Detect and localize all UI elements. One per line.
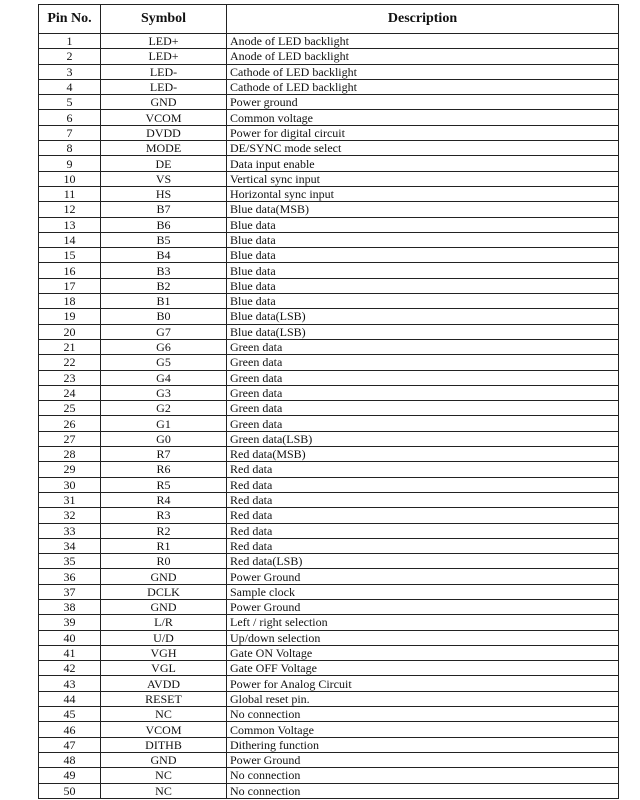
symbol-cell: LED- [101,79,227,94]
description-cell: Power for digital circuit [227,125,619,140]
description-cell: Green data(LSB) [227,431,619,446]
table-row [39,538,619,553]
symbol-cell: AVDD [101,676,227,691]
symbol-cell: R7 [101,447,227,462]
symbol-cell: G0 [101,431,227,446]
pin-number-cell: 40 [39,630,101,645]
description-cell: Gate OFF Voltage [227,661,619,676]
pin-number-cell: 45 [39,707,101,722]
table-row [39,202,619,217]
table-row [39,768,619,783]
pin-number-cell: 28 [39,447,101,462]
symbol-cell: R0 [101,554,227,569]
description-cell: Up/down selection [227,630,619,645]
table-row [39,217,619,232]
symbol-cell: B2 [101,278,227,293]
description-cell: Red data [227,523,619,538]
pin-number-cell: 4 [39,79,101,94]
description-cell: Global reset pin. [227,691,619,706]
description-cell: Power ground [227,95,619,110]
pin-number-cell: 2 [39,49,101,64]
pin-number-cell: 12 [39,202,101,217]
description-cell: Green data [227,370,619,385]
symbol-cell: G5 [101,355,227,370]
table-row [39,110,619,125]
symbol-cell: GND [101,599,227,614]
description-cell: No connection [227,707,619,722]
table-row [39,370,619,385]
pin-number-cell: 14 [39,232,101,247]
table-row [39,569,619,584]
description-cell: Green data [227,355,619,370]
symbol-cell: B5 [101,232,227,247]
symbol-cell: G4 [101,370,227,385]
table-row [39,141,619,156]
pin-number-cell: 7 [39,125,101,140]
symbol-cell: R5 [101,477,227,492]
table-row [39,615,619,630]
table-row [39,523,619,538]
pin-number-cell: 37 [39,584,101,599]
description-cell: Green data [227,416,619,431]
table-row [39,462,619,477]
symbol-cell: R1 [101,538,227,553]
symbol-cell: G6 [101,339,227,354]
pin-number-cell: 20 [39,324,101,339]
symbol-cell: B3 [101,263,227,278]
table-row [39,783,619,798]
description-cell: DE/SYNC mode select [227,141,619,156]
description-cell: Power Ground [227,569,619,584]
symbol-cell: R4 [101,492,227,507]
pin-number-cell: 19 [39,309,101,324]
pin-number-cell: 47 [39,737,101,752]
description-cell: No connection [227,768,619,783]
symbol-cell: L/R [101,615,227,630]
table-body [39,34,619,799]
description-cell: Red data [227,492,619,507]
description-cell: Blue data [227,294,619,309]
symbol-cell: DVDD [101,125,227,140]
table-row [39,186,619,201]
column-header-pin-no: Pin No. [39,5,101,34]
pin-number-cell: 22 [39,355,101,370]
description-cell: Cathode of LED backlight [227,64,619,79]
symbol-cell: LED+ [101,34,227,49]
description-cell: Blue data(LSB) [227,309,619,324]
table-row [39,64,619,79]
column-header-description: Description [227,5,619,34]
table-row [39,232,619,247]
symbol-cell: GND [101,752,227,767]
pin-number-cell: 27 [39,431,101,446]
symbol-cell: NC [101,783,227,798]
pin-number-cell: 34 [39,538,101,553]
description-cell: Anode of LED backlight [227,34,619,49]
table-row [39,278,619,293]
table-row [39,447,619,462]
header-row [39,5,619,34]
description-cell: Cathode of LED backlight [227,79,619,94]
table-row [39,95,619,110]
symbol-cell: GND [101,95,227,110]
symbol-cell: G2 [101,401,227,416]
pin-number-cell: 23 [39,370,101,385]
description-cell: Blue data(MSB) [227,202,619,217]
description-cell: Blue data [227,217,619,232]
symbol-cell: NC [101,707,227,722]
pin-number-cell: 29 [39,462,101,477]
pin-number-cell: 31 [39,492,101,507]
symbol-cell: VGH [101,645,227,660]
description-cell: Green data [227,401,619,416]
symbol-cell: HS [101,186,227,201]
pin-number-cell: 11 [39,186,101,201]
pin-assignment-table [38,4,619,799]
description-cell: Red data [227,538,619,553]
table-row [39,34,619,49]
table-row [39,661,619,676]
table-row [39,385,619,400]
description-cell: Blue data [227,248,619,263]
table-row [39,125,619,140]
pin-number-cell: 32 [39,508,101,523]
table-row [39,156,619,171]
symbol-cell: LED- [101,64,227,79]
description-cell: Power Ground [227,752,619,767]
description-cell: Blue data [227,278,619,293]
table-row [39,309,619,324]
table-row [39,554,619,569]
table-row [39,79,619,94]
table-row [39,431,619,446]
symbol-cell: G1 [101,416,227,431]
pin-number-cell: 49 [39,768,101,783]
symbol-cell: G3 [101,385,227,400]
symbol-cell: R6 [101,462,227,477]
description-cell: Horizontal sync input [227,186,619,201]
table-row [39,477,619,492]
symbol-cell: R2 [101,523,227,538]
pin-number-cell: 26 [39,416,101,431]
pin-number-cell: 33 [39,523,101,538]
description-cell: Red data [227,462,619,477]
symbol-cell: R3 [101,508,227,523]
table-row [39,401,619,416]
pin-number-cell: 18 [39,294,101,309]
table-row [39,294,619,309]
symbol-cell: B7 [101,202,227,217]
pin-number-cell: 15 [39,248,101,263]
table-row [39,263,619,278]
pin-number-cell: 46 [39,722,101,737]
description-cell: Gate ON Voltage [227,645,619,660]
pin-number-cell: 10 [39,171,101,186]
description-cell: Data input enable [227,156,619,171]
symbol-cell: DE [101,156,227,171]
pin-number-cell: 50 [39,783,101,798]
table-row [39,630,619,645]
pin-number-cell: 5 [39,95,101,110]
symbol-cell: DCLK [101,584,227,599]
pin-number-cell: 35 [39,554,101,569]
description-cell: Blue data(LSB) [227,324,619,339]
pin-number-cell: 38 [39,599,101,614]
table-header [39,5,619,34]
table-row [39,339,619,354]
description-cell: Green data [227,385,619,400]
pin-number-cell: 21 [39,339,101,354]
pin-number-cell: 30 [39,477,101,492]
symbol-cell: GND [101,569,227,584]
pin-number-cell: 3 [39,64,101,79]
table-row [39,49,619,64]
table-row [39,584,619,599]
symbol-cell: B6 [101,217,227,232]
table-row [39,324,619,339]
symbol-cell: LED+ [101,49,227,64]
description-cell: Left / right selection [227,615,619,630]
table-row [39,722,619,737]
description-cell: Anode of LED backlight [227,49,619,64]
symbol-cell: RESET [101,691,227,706]
description-cell: Red data(MSB) [227,447,619,462]
pin-number-cell: 48 [39,752,101,767]
description-cell: Red data [227,477,619,492]
symbol-cell: B4 [101,248,227,263]
table-row [39,171,619,186]
pin-number-cell: 9 [39,156,101,171]
symbol-cell: B0 [101,309,227,324]
table-row [39,691,619,706]
symbol-cell: B1 [101,294,227,309]
table-row [39,645,619,660]
pin-number-cell: 6 [39,110,101,125]
symbol-cell: VGL [101,661,227,676]
description-cell: Blue data [227,263,619,278]
column-header-symbol: Symbol [101,5,227,34]
symbol-cell: VCOM [101,110,227,125]
description-cell: Blue data [227,232,619,247]
symbol-cell: U/D [101,630,227,645]
description-cell: Red data(LSB) [227,554,619,569]
symbol-cell: G7 [101,324,227,339]
symbol-cell: VCOM [101,722,227,737]
table-row [39,508,619,523]
description-cell: Power Ground [227,599,619,614]
symbol-cell: VS [101,171,227,186]
pin-number-cell: 44 [39,691,101,706]
table-row [39,676,619,691]
description-cell: Common voltage [227,110,619,125]
table-row [39,248,619,263]
pin-number-cell: 42 [39,661,101,676]
table-row [39,416,619,431]
description-cell: No connection [227,783,619,798]
pin-number-cell: 36 [39,569,101,584]
table-row [39,737,619,752]
description-cell: Common Voltage [227,722,619,737]
description-cell: Vertical sync input [227,171,619,186]
pin-number-cell: 1 [39,34,101,49]
table-row [39,492,619,507]
table-row [39,599,619,614]
description-cell: Green data [227,339,619,354]
description-cell: Red data [227,508,619,523]
pin-number-cell: 16 [39,263,101,278]
table-row [39,707,619,722]
symbol-cell: NC [101,768,227,783]
pin-number-cell: 17 [39,278,101,293]
symbol-cell: MODE [101,141,227,156]
description-cell: Sample clock [227,584,619,599]
pin-number-cell: 25 [39,401,101,416]
pin-number-cell: 13 [39,217,101,232]
description-cell: Dithering function [227,737,619,752]
table-row [39,355,619,370]
description-cell: Power for Analog Circuit [227,676,619,691]
pin-number-cell: 43 [39,676,101,691]
symbol-cell: DITHB [101,737,227,752]
pin-number-cell: 8 [39,141,101,156]
pin-number-cell: 24 [39,385,101,400]
pin-number-cell: 39 [39,615,101,630]
pin-number-cell: 41 [39,645,101,660]
table-row [39,752,619,767]
